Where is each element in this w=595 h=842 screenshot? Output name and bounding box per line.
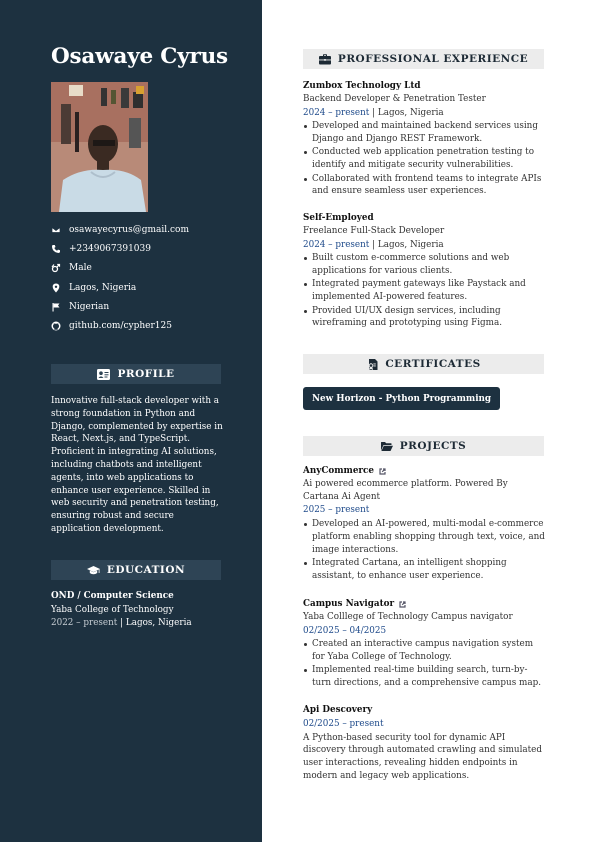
envelope-icon (51, 225, 61, 235)
experience-item (303, 80, 545, 199)
separator: | (369, 107, 378, 118)
company-name: Zumbox Technology Ltd (303, 81, 421, 91)
certificates-heading (303, 354, 544, 374)
project-dates: 2025 – present (303, 505, 370, 516)
graduation-cap-icon (87, 565, 100, 576)
experience-item (303, 212, 545, 331)
bullet-item: Integrated payment gateways like Paystack and implemented AI-powered features. (303, 278, 545, 304)
external-link-icon[interactable] (379, 468, 386, 475)
bullet-item: Implemented real-time building search, turn-by-turn directions, and a comprehensive campus map. (303, 664, 545, 690)
location-pin-icon (51, 283, 61, 293)
project-description: A Python-based security tool for dynamic API discovery through automated crawling and simulated user interactions, revealing hidden endpoints in modern and legacy web applications. (303, 732, 543, 781)
bullet-list (303, 638, 545, 690)
project-description: Yaba Colllege of Technology Campus navigator (303, 611, 513, 622)
briefcase-icon (319, 54, 331, 65)
separator: | (369, 239, 378, 250)
certificate-badge: New Horizon - Python Programming (303, 387, 500, 410)
contact-nationality (51, 297, 251, 316)
external-link-icon[interactable] (399, 601, 406, 608)
job-title: Freelance Full-Stack Developer (303, 225, 445, 236)
contact-phone[interactable] (51, 239, 251, 258)
projects-heading (303, 436, 544, 456)
phone-icon (51, 244, 61, 254)
contact-location (51, 278, 251, 297)
contact-text: Male (69, 263, 92, 274)
github-icon (51, 321, 61, 331)
job-location: Lagos, Nigeria (377, 107, 444, 118)
bullet-list (303, 120, 545, 198)
job-title: Backend Developer & Penetration Tester (303, 93, 486, 104)
contact-email[interactable] (51, 220, 251, 239)
education-entry (51, 590, 223, 631)
job-meta (303, 239, 545, 252)
bullet-list (303, 518, 545, 582)
project-item (303, 704, 545, 783)
bullet-item: Collaborated with frontend teams to integrate APIs and ensure seamless user experiences. (303, 173, 545, 199)
bullet-item: Conducted web application penetration testing to identify and mitigate security vulnerabilities. (303, 146, 545, 172)
project-name[interactable] (303, 598, 545, 611)
project-name[interactable] (303, 465, 545, 478)
education-heading (51, 560, 221, 580)
profile-summary: Innovative full-stack developer with a strong foundation in Python and Django, complemented by expertise in React, Next.js, and TypeScript. Proficient in integrating AI solutions, including chatbots and intelligent agents, into web applications to enhance user experience. Skilled in web security and penetration testing, ensuring robust and secure application development. (51, 396, 223, 534)
job-dates: 2024 – present (303, 239, 370, 250)
contact-text: Nigerian (69, 301, 110, 312)
project-item (303, 465, 545, 583)
contact-gender (51, 259, 251, 278)
contact-text: osawayecyrus@gmail.com (69, 224, 189, 235)
gender-icon (51, 263, 61, 273)
experience-heading (303, 49, 544, 69)
company-name: Self-Employed (303, 213, 374, 223)
bullet-item: Developed an AI-powered, multi-modal e-commerce platform enabling shopping through text, voice, and image interactions. (303, 518, 545, 556)
institution: Yaba College of Technology (51, 604, 174, 615)
job-location: Lagos, Nigeria (377, 239, 444, 250)
sidebar (0, 0, 262, 842)
project-item (303, 598, 545, 691)
education-dates: 2022 – present (51, 618, 118, 628)
project-dates: 02/2025 – 04/2025 (303, 625, 387, 636)
bullet-item: Built custom e-commerce solutions and web applications for various clients. (303, 252, 545, 278)
project-dates: 02/2025 – present (303, 718, 384, 729)
contact-github[interactable] (51, 316, 251, 335)
job-dates: 2024 – present (303, 107, 370, 118)
section-title: CERTIFICATES (385, 358, 481, 370)
contact-list (51, 220, 251, 336)
bullet-item: Provided UI/UX design services, including wireframing and prototyping using Figma. (303, 305, 545, 331)
contact-text: Lagos, Nigeria (69, 282, 137, 293)
certificate-icon (366, 359, 378, 370)
job-meta (303, 107, 545, 120)
bullet-item: Developed and maintained backend services using Django and Django REST Framework. (303, 120, 545, 146)
project-title: Campus Navigator (303, 599, 395, 609)
section-title: EDUCATION (106, 564, 186, 576)
project-title: AnyCommerce (303, 466, 375, 476)
separator: | (117, 618, 126, 628)
folder-open-icon (381, 441, 393, 452)
contact-text: +2349067391039 (69, 243, 151, 254)
section-title: PROFESSIONAL EXPERIENCE (337, 53, 529, 65)
project-title: Api Descovery (303, 705, 373, 715)
contact-text: github.com/cypher125 (69, 321, 172, 332)
section-title: PROFILE (117, 368, 175, 380)
degree: OND / Computer Science (51, 591, 174, 601)
education-location: Lagos, Nigeria (125, 618, 192, 628)
section-title: PROJECTS (399, 440, 467, 452)
project-description: Ai powered ecommerce platform. Powered By Cartana Ai Agent (303, 478, 508, 502)
flag-icon (51, 302, 61, 312)
profile-photo (51, 82, 148, 212)
id-card-icon (97, 369, 110, 380)
profile-heading (51, 364, 221, 384)
bullet-list (303, 252, 545, 330)
bullet-item: Created an interactive campus navigation system for Yaba College of Technology. (303, 638, 545, 664)
person-name: Osawaye Cyrus (51, 44, 228, 69)
bullet-item: Integrated Cartana, an intelligent shopping assistant, to enhance user experience. (303, 557, 545, 583)
